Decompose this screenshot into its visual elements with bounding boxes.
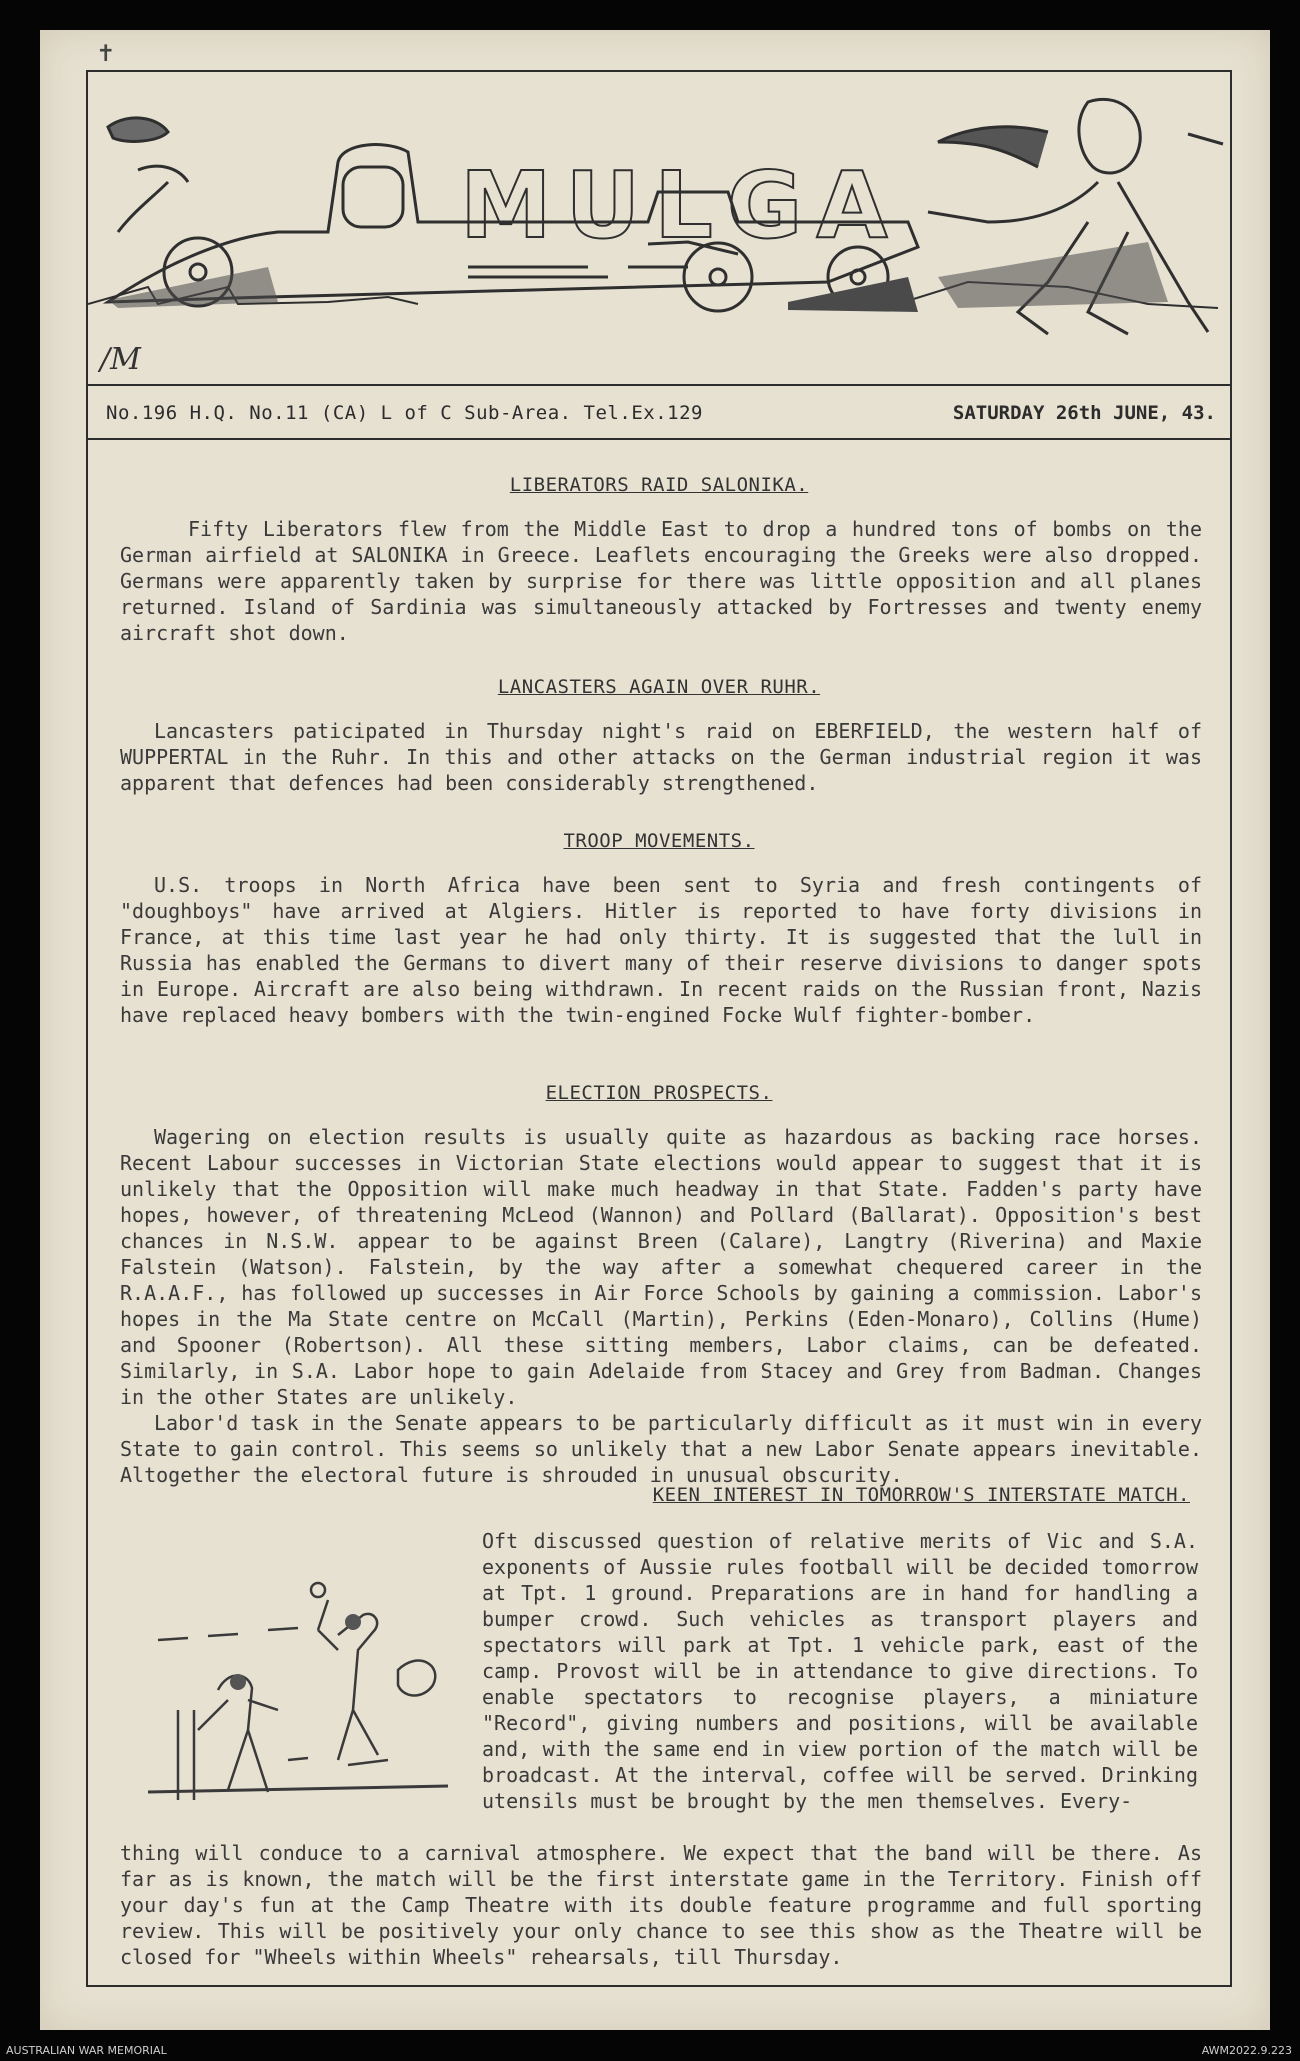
article-body: U.S. troops in North Africa have been sent to Syria and fresh contingents of "doughboys" have arrived at Algiers. Hitler is reported to have forty divisions in France, at this time last year he had only thirty. It is suggested that the lull in Russia has enabled the Germans to divert many of their reserve divisions to danger spots in Europe. Aircraft are also being withdrawn. In recent raids on the Russian front, Nazis have replaced heavy bombers with the twin-engined Focke Wulf fighter-bomber. [120, 873, 1202, 1027]
article-troop-movements [88, 830, 1230, 1028]
article-election-prospects [88, 1082, 1230, 1488]
football-sketch [148, 1560, 448, 1820]
article-liberators [88, 474, 1230, 646]
issue-number-header: No.196 H.Q. No.11 (CA) L of C Sub-Area. Tel.Ex.129 [106, 402, 703, 424]
article-headline: TROOP MOVEMENTS. [563, 830, 755, 852]
article-body: Wagering on election results is usually quite as hazardous as backing race horses. Recent Labour successes in Victorian State elections would appear to suggest that it is unlikely that the Opposition will make much headway in that State. Fadden's party have hopes, however, of threatening McLeod (Wannon) and Pollard (Ballarat). Opposition's best chances in N.S.W. appear to be against Breen (Calare), Langtry (Riverina) and Maxie Falstein (Watson). Falstein, by the way after a somewhat chequered career in the R.A.A.F., has followed up successes in Air Force Schools by gaining a commission. Labor's hopes in the Ma State centre on McCall (Martin), Perkins (Eden-Monaro), Collins (Hume) and Spooner (Robertson). All these sitting members, Labor claims, can be defeated. Similarly, in S.A. Labor hope to gain Adelaide from Stacey and Grey from Badman. Changes in the other States are unlikely. [120, 1125, 1202, 1409]
article-headline: ELECTION PROSPECTS. [545, 1082, 773, 1104]
article-lancasters [88, 676, 1230, 796]
editor-initials: /M [100, 342, 141, 377]
archive-reference: AWM2022.9.223 [1201, 2044, 1292, 2057]
article-interstate-match [88, 1484, 1230, 1526]
article-headline: LANCASTERS AGAIN OVER RUHR. [497, 676, 821, 698]
article-body-continued: thing will conduce to a carnival atmosphere. We expect that the band will be there. As far as is known, the match will be the first interstate game in the Territory. Finish off your day's fun at the Camp Theatre with its double feature programme and full sporting review. This will be positively your only chance to see this show as the Theatre will be closed for "Wheels within Wheels" rehearsals, till Thursday. [120, 1841, 1202, 1969]
issue-date: SATURDAY 26th JUNE, 43. [952, 402, 1216, 424]
newsletter-page [40, 30, 1270, 2030]
article-headline: KEEN INTEREST IN TOMORROW'S INTERSTATE MATCH. [652, 1484, 1190, 1506]
article-body: Lancasters paticipated in Thursday night's raid on EBERFIELD, the western half of WUPPERTAL in the Ruhr. In this and other attacks on the German industrial region it was apparent that defences had been considerably strengthened. [120, 719, 1202, 795]
article-body: Oft discussed question of relative merits of Vic and S.A. exponents of Aussie rules football will be decided tomorrow at Tpt. 1 ground. Preparations are in hand for handling a bumper crowd. Such vehicles as transport players and spectators will park at Tpt. 1 vehicle park, east of the camp. Provost will be in attendance to give directions. To enable spectators to recognise players, a miniature "Record", giving numbers and positions, will be available and, with the same end in view portion of the match will be broadcast. At the interval, coffee will be served. Drinking utensils must be brought by the men themselves. Every- [482, 1529, 1198, 1813]
masthead [88, 72, 1230, 386]
pin-mark: ✝ [98, 38, 114, 68]
issue-info-bar [88, 390, 1230, 440]
article-body: Fifty Liberators flew from the Middle East to drop a hundred tons of bombs on the German airfield at SALONIKA in Greece. Leaflets encouraging the Greeks were also dropped. Germans were apparently taken by surprise for there was little opposition and all planes returned. Island of Sardinia was simultaneously attacked by Fortresses and twenty enemy aircraft shot down. [120, 517, 1202, 645]
archive-credit: AUSTRALIAN WAR MEMORIAL [6, 2044, 167, 2057]
article-headline: LIBERATORS RAID SALONIKA. [509, 474, 809, 496]
page-border [86, 70, 1232, 1987]
article-body-continued: Labor'd task in the Senate appears to be particularly difficult as it must win in every State to gain control. This seems so unlikely that a new Labor Senate appears inevitable. Altogether the electoral future is shrouded in unusual obscurity. [120, 1411, 1202, 1487]
masthead-logo: MULGA [460, 152, 902, 259]
